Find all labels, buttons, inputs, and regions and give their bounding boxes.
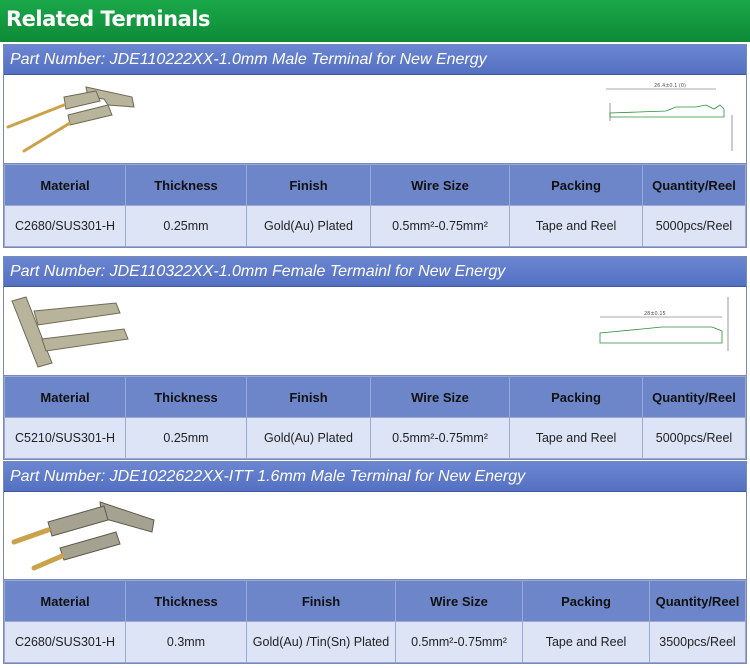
thickness-value: 0.3mm [126, 622, 247, 663]
terminal-photo [4, 492, 164, 579]
material-value: C2680/SUS301-H [5, 206, 126, 247]
header-finish: Finish [247, 165, 371, 206]
spec-table [4, 580, 746, 663]
finish-value: Gold(Au) Plated [247, 206, 371, 247]
drawing-dimension-label: 28±0.15 [644, 311, 666, 317]
spec-table [4, 164, 746, 247]
header-finish: Finish [247, 377, 371, 418]
quantity-value: 5000pcs/Reel [643, 206, 746, 247]
header-quantity: Quantity/Reel [643, 377, 746, 418]
packing-value: Tape and Reel [510, 206, 643, 247]
wire-size-value: 0.5mm²-0.75mm² [371, 206, 510, 247]
table-row [5, 206, 746, 247]
product-section-2 [3, 256, 747, 460]
table-row [5, 622, 746, 663]
packing-value: Tape and Reel [510, 418, 643, 459]
header-material: Material [5, 377, 126, 418]
drawing-dimension-label: 26.4±0.1 (0) [654, 83, 686, 89]
wire-size-value: 0.5mm²-0.75mm² [371, 418, 510, 459]
header-wire-size: Wire Size [371, 165, 510, 206]
technical-drawing [596, 75, 746, 163]
product-section-1 [3, 44, 747, 248]
page-header [0, 0, 750, 42]
header-material: Material [5, 581, 126, 622]
part-number-title: Part Number: JDE110322XX-1.0mm Female Termainl for New Energy [4, 257, 746, 287]
table-row [5, 418, 746, 459]
header-thickness: Thickness [126, 165, 247, 206]
header-thickness: Thickness [126, 581, 247, 622]
header-thickness: Thickness [126, 377, 247, 418]
header-material: Material [5, 165, 126, 206]
thickness-value: 0.25mm [126, 418, 247, 459]
header-packing: Packing [510, 165, 643, 206]
header-wire-size: Wire Size [371, 377, 510, 418]
quantity-value: 3500pcs/Reel [650, 622, 746, 663]
packing-value: Tape and Reel [523, 622, 650, 663]
product-image-area [4, 492, 746, 580]
page-title: Related Terminals [6, 7, 210, 31]
spec-table [4, 376, 746, 459]
product-section-3 [3, 461, 747, 664]
header-packing: Packing [523, 581, 650, 622]
terminal-photo [4, 75, 144, 163]
terminal-photo [4, 287, 144, 375]
product-image-area [4, 287, 746, 376]
header-quantity: Quantity/Reel [643, 165, 746, 206]
header-finish: Finish [247, 581, 396, 622]
header-wire-size: Wire Size [396, 581, 523, 622]
material-value: C2680/SUS301-H [5, 622, 126, 663]
part-number-title: Part Number: JDE1022622XX-ITT 1.6mm Male Terminal for New Energy [4, 462, 746, 492]
product-image-area [4, 75, 746, 164]
technical-drawing [592, 287, 742, 375]
part-number-title: Part Number: JDE110222XX-1.0mm Male Terminal for New Energy [4, 45, 746, 75]
finish-value: Gold(Au) Plated [247, 418, 371, 459]
thickness-value: 0.25mm [126, 206, 247, 247]
header-packing: Packing [510, 377, 643, 418]
header-quantity: Quantity/Reel [650, 581, 746, 622]
quantity-value: 5000pcs/Reel [643, 418, 746, 459]
wire-size-value: 0.5mm²-0.75mm² [396, 622, 523, 663]
finish-value: Gold(Au) /Tin(Sn) Plated [247, 622, 396, 663]
material-value: C5210/SUS301-H [5, 418, 126, 459]
